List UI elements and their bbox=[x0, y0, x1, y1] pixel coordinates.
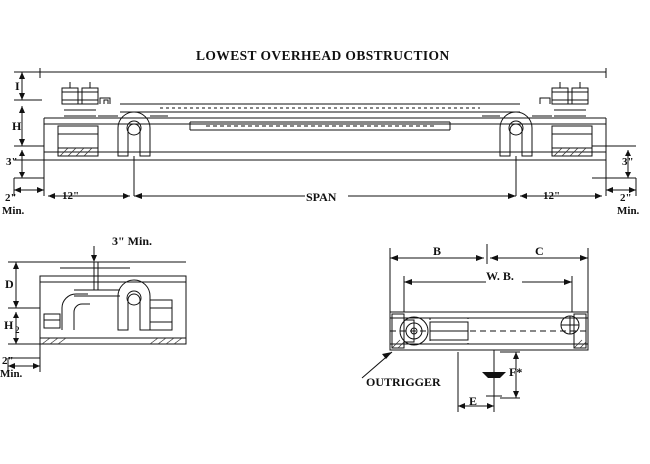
dim-B-label: B bbox=[433, 244, 442, 258]
dim-H2-subscript: 2 bbox=[15, 325, 20, 335]
endview-top-clearance-label: 3" Min. bbox=[112, 234, 152, 248]
elevation-right-drop-label: 3" bbox=[622, 156, 634, 168]
dim-C-label: C bbox=[535, 244, 544, 258]
dim-H-label: H bbox=[12, 119, 22, 133]
dim-E-label: E bbox=[469, 394, 478, 408]
dim-F-label: F* bbox=[509, 365, 523, 379]
span-label: SPAN bbox=[306, 190, 337, 204]
elevation-right-offset-label: 12" bbox=[543, 190, 561, 202]
dim-I-label: I bbox=[15, 79, 20, 93]
elevation-left-min-word: Min. bbox=[2, 205, 25, 217]
dim-D-label: D bbox=[5, 277, 14, 291]
elevation-right-min-value: 2" bbox=[620, 192, 632, 204]
endview-min-word: Min. bbox=[0, 368, 23, 380]
wheel-base-label: W. B. bbox=[486, 269, 514, 283]
outrigger-label: OUTRIGGER bbox=[366, 375, 441, 389]
elevation-left-offset-label: 12" bbox=[62, 190, 80, 202]
dim-H2-label: H bbox=[4, 318, 14, 332]
elevation-right-min-word: Min. bbox=[617, 205, 640, 217]
endview-min-value: 2" bbox=[2, 355, 14, 367]
elevation-title: LOWEST OVERHEAD OBSTRUCTION bbox=[196, 48, 450, 63]
elevation-left-drop-label: 3" bbox=[6, 156, 18, 168]
elevation-left-min-value: 2" bbox=[5, 192, 17, 204]
